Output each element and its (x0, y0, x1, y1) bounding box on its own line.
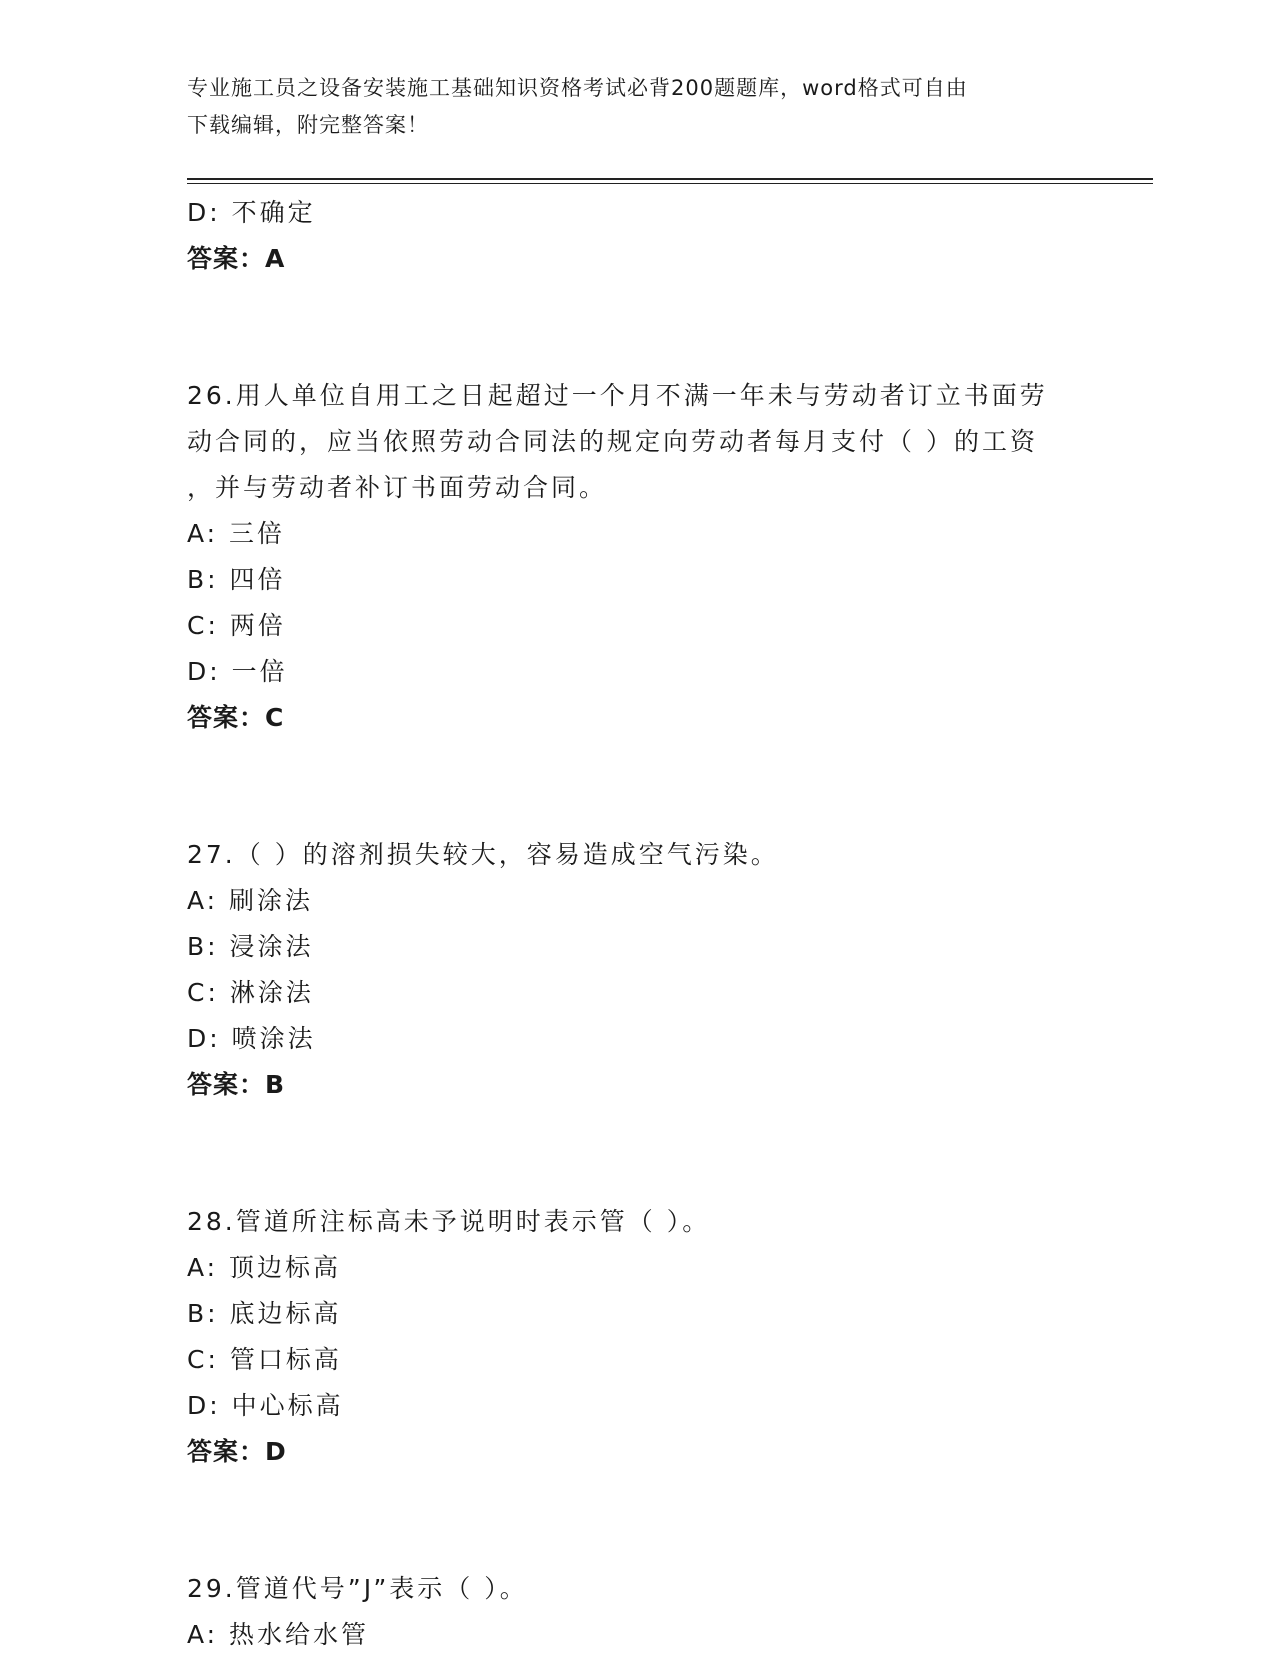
option-c: C: 淋涂法 (187, 978, 314, 1007)
spacer (187, 1475, 1087, 1566)
answer: 答案：B (187, 1070, 286, 1099)
question-text-line: 动合同的，应当依照劳动合同法的规定向劳动者每月支付（ ）的工资 (187, 427, 1038, 456)
spacer (187, 282, 1087, 373)
document-header (187, 70, 1067, 144)
answer: 答案：D (187, 1437, 287, 1466)
option-c: C: 两倍 (187, 611, 286, 640)
option-a: A: 刷涂法 (187, 886, 314, 915)
question-text-line: 29.管道代号”J”表示（ ）。 (187, 1574, 528, 1603)
lead-answer: 答案：A (187, 244, 286, 273)
header-divider-thick (187, 178, 1153, 180)
option-b: B: 四倍 (187, 565, 286, 594)
question-29 (187, 1566, 1087, 1658)
option-b: B: 底边标高 (187, 1299, 342, 1328)
option-d: D: 中心标高 (187, 1391, 344, 1420)
spacer (187, 1108, 1087, 1199)
option-a: A: 热水给水管 (187, 1620, 370, 1649)
option-c: C: 管口标高 (187, 1345, 342, 1374)
question-26 (187, 373, 1087, 741)
question-text-line: 27.（ ）的溶剂损失较大，容易造成空气污染。 (187, 840, 779, 869)
option-d: D: 一倍 (187, 657, 288, 686)
option-a: A: 顶边标高 (187, 1253, 342, 1282)
header-line-1: 专业施工员之设备安装施工基础知识资格考试必背200题题库，word格式可自由 (187, 76, 968, 100)
answer: 答案：C (187, 703, 285, 732)
option-d: D: 喷涂法 (187, 1024, 316, 1053)
header-divider-thin (187, 183, 1153, 184)
option-a: A: 三倍 (187, 519, 286, 548)
question-content (187, 190, 1087, 1658)
question-text-line: 28.管道所注标高未予说明时表示管（ ）。 (187, 1207, 711, 1236)
header-line-2: 下载编辑，附完整答案！ (187, 113, 429, 137)
question-text-line: ，并与劳动者补订书面劳动合同。 (187, 473, 608, 502)
question-28 (187, 1199, 1087, 1475)
question-27 (187, 832, 1087, 1108)
option-b: B: 浸涂法 (187, 932, 314, 961)
spacer (187, 741, 1087, 832)
question-text-line: 26.用人单位自用工之日起超过一个月不满一年未与劳动者订立书面劳 (187, 381, 1048, 410)
lead-option-d: D: 不确定 (187, 198, 316, 227)
